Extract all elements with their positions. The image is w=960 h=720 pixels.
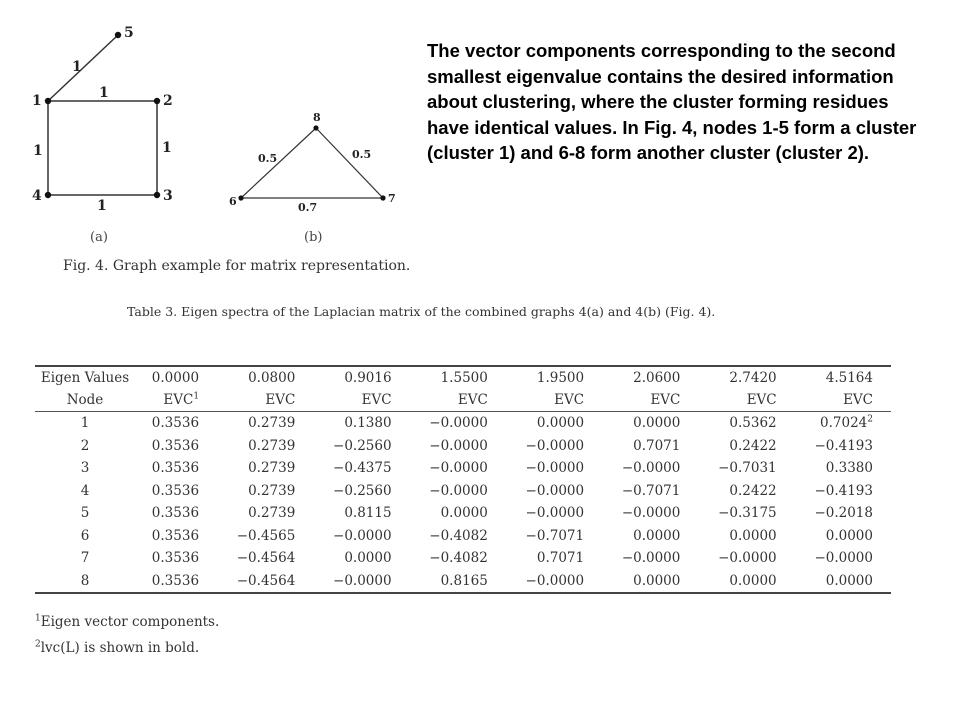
table-row bbox=[35, 547, 891, 570]
node-2 bbox=[154, 98, 160, 104]
evc-cell: −0.0000 bbox=[429, 460, 488, 477]
evc-cell: 0.3536 bbox=[151, 527, 200, 544]
weight-1-5: 1 bbox=[72, 59, 82, 75]
evc-header-6: EVC bbox=[650, 392, 681, 408]
evc-cell: −0.0000 bbox=[525, 437, 585, 454]
evc-cell: −0.0000 bbox=[621, 550, 681, 567]
node-label-2: 2 bbox=[163, 93, 173, 109]
weight-1-4: 1 bbox=[33, 143, 43, 159]
evc-cell: 0.0000 bbox=[344, 550, 392, 567]
evc-cell: −0.4082 bbox=[429, 550, 488, 567]
weight-4-3: 1 bbox=[97, 198, 107, 214]
evc-cell: −0.7071 bbox=[621, 482, 681, 499]
evc-cell: −0.0000 bbox=[429, 482, 488, 499]
evc-header-3: EVC bbox=[361, 392, 392, 408]
evc-header-5: EVC bbox=[554, 392, 585, 408]
header-eigen-values: Eigen Values bbox=[40, 370, 130, 386]
evc-cell: −0.0000 bbox=[525, 482, 585, 499]
evc-cell: 0.2739 bbox=[248, 505, 296, 522]
evc-cell: 0.2422 bbox=[729, 437, 777, 454]
node-label-5: 5 bbox=[124, 25, 134, 41]
evc-cell: 0.0000 bbox=[825, 572, 873, 589]
evc-cell: 0.3536 bbox=[151, 550, 200, 567]
evc-cell: −0.0000 bbox=[621, 505, 681, 522]
evc-cell: 0.0000 bbox=[825, 527, 873, 544]
node-cell: 5 bbox=[80, 505, 90, 522]
node-label-8: 8 bbox=[313, 111, 321, 124]
evc-cell: −0.7031 bbox=[718, 460, 777, 477]
evc-header-8: EVC bbox=[843, 392, 873, 408]
evc-cell: 0.2739 bbox=[248, 415, 296, 432]
evc-cell: 0.0000 bbox=[536, 415, 585, 432]
node-label-1: 1 bbox=[32, 93, 42, 109]
node-cell: 6 bbox=[80, 527, 90, 544]
evc-cell: 0.0000 bbox=[440, 505, 488, 522]
graph-b-sublabel: (b) bbox=[304, 230, 323, 245]
weight-8-7: 0.5 bbox=[352, 148, 372, 161]
table-row bbox=[35, 435, 891, 458]
node-cell: 2 bbox=[80, 437, 90, 454]
evc-header-4: EVC bbox=[457, 392, 488, 408]
eigen-spectra-table bbox=[35, 365, 891, 594]
evc-cell: −0.3175 bbox=[718, 505, 777, 522]
evc-header-1: EVC$^1$ bbox=[163, 391, 200, 408]
eigenvalue-1: 0.0000 bbox=[151, 370, 200, 386]
evc-cell: −0.4082 bbox=[429, 527, 488, 544]
eigenvalue-4: 1.5500 bbox=[440, 370, 488, 386]
evc-cell: 0.3536 bbox=[151, 505, 200, 522]
weight-8-6: 0.5 bbox=[258, 152, 278, 165]
evc-cell: 0.0000 bbox=[633, 527, 681, 544]
figure-graphs bbox=[0, 0, 440, 250]
evc-cell: −0.4564 bbox=[236, 572, 296, 589]
evc-cell: 0.1380 bbox=[344, 415, 392, 432]
evc-cell: 0.0000 bbox=[633, 415, 681, 432]
evc-cell: 0.3536 bbox=[151, 437, 200, 454]
evc-cell: −0.4375 bbox=[333, 460, 392, 477]
evc-cell: 0.5362 bbox=[729, 415, 777, 432]
eigenvalue-7: 2.7420 bbox=[729, 370, 777, 386]
table-row bbox=[35, 480, 891, 503]
evc-cell: −0.0000 bbox=[525, 460, 585, 477]
evc-cell: −0.4193 bbox=[814, 437, 873, 454]
header-node: Node bbox=[66, 392, 104, 408]
evc-cell: −0.0000 bbox=[429, 437, 488, 454]
node-6 bbox=[238, 195, 243, 200]
evc-cell: 0.3536 bbox=[151, 415, 200, 432]
eigenvalue-6: 2.0600 bbox=[633, 370, 681, 386]
eigenvalue-3: 0.9016 bbox=[344, 370, 392, 386]
footnote-1: $^1$Eigen vector components. bbox=[35, 613, 220, 630]
table-row bbox=[35, 412, 891, 435]
evc-cell: 0.8165 bbox=[440, 572, 488, 589]
evc-cell: 0.0000 bbox=[729, 572, 777, 589]
table-caption: Table 3. Eigen spectra of the Laplacian matrix of the combined graphs 4(a) and 4(b) (Fig. 4). bbox=[127, 304, 716, 319]
evc-cell: 0.3536 bbox=[151, 482, 200, 499]
node-label-7: 7 bbox=[388, 192, 396, 205]
weight-6-7: 0.7 bbox=[298, 201, 318, 214]
table-row bbox=[35, 457, 891, 480]
body-paragraph: The vector components corresponding to the second smallest eigenvalue contains the desired information about clustering, where the cluster forming residues have identical values. In Fig. 4, nodes 1-5 form a cluster (cluster 1) and 6-8 form another cluster (cluster 2). bbox=[427, 40, 917, 163]
node-8 bbox=[313, 125, 318, 130]
evc-cell: 0.2739 bbox=[248, 460, 296, 477]
evc-cell: 0.7024$^2$ bbox=[820, 414, 873, 432]
evc-cell: −0.0000 bbox=[621, 460, 681, 477]
evc-cell: −0.0000 bbox=[525, 505, 585, 522]
edge-8-6 bbox=[241, 128, 316, 198]
evc-cell: −0.4193 bbox=[814, 482, 873, 499]
node-4 bbox=[45, 192, 51, 198]
node-1 bbox=[45, 98, 51, 104]
evc-cell: 0.0000 bbox=[633, 572, 681, 589]
evc-cell: 0.2739 bbox=[248, 482, 296, 499]
evc-header-7: EVC bbox=[746, 392, 777, 408]
figure-caption: Fig. 4. Graph example for matrix representation. bbox=[63, 258, 411, 274]
evc-cell: 0.3536 bbox=[151, 572, 200, 589]
evc-cell: −0.0000 bbox=[814, 550, 873, 567]
node-label-3: 3 bbox=[163, 188, 173, 204]
evc-cell: −0.4564 bbox=[236, 550, 296, 567]
node-3 bbox=[154, 192, 160, 198]
evc-cell: 0.8115 bbox=[344, 505, 392, 522]
edge-8-7 bbox=[316, 128, 383, 198]
evc-cell: −0.7071 bbox=[525, 527, 585, 544]
evc-cell: 0.3380 bbox=[825, 460, 873, 477]
evc-cell: 0.2739 bbox=[248, 437, 296, 454]
evc-cell: −0.0000 bbox=[525, 572, 585, 589]
evc-header-2: EVC bbox=[265, 392, 296, 408]
eigenvalue-2: 0.0800 bbox=[248, 370, 296, 386]
node-cell: 8 bbox=[80, 572, 90, 589]
evc-cell: −0.4565 bbox=[236, 527, 296, 544]
evc-cell: −0.0000 bbox=[429, 415, 488, 432]
evc-cell: −0.2560 bbox=[333, 437, 392, 454]
table-row bbox=[35, 525, 891, 548]
evc-cell: 0.7071 bbox=[536, 550, 585, 567]
node-7 bbox=[380, 195, 385, 200]
evc-cell: 0.2422 bbox=[729, 482, 777, 499]
footnote-2: $^2$lvc(L) is shown in bold. bbox=[35, 639, 200, 656]
evc-cell: 0.3536 bbox=[151, 460, 200, 477]
weight-2-3: 1 bbox=[162, 140, 172, 156]
evc-cell: −0.2018 bbox=[814, 505, 873, 522]
graph-a-sublabel: (a) bbox=[90, 230, 108, 245]
node-cell: 3 bbox=[80, 460, 90, 477]
node-cell: 7 bbox=[80, 550, 90, 567]
node-cell: 1 bbox=[80, 415, 90, 432]
evc-cell: −0.0000 bbox=[333, 527, 392, 544]
evc-cell: 0.7071 bbox=[633, 437, 681, 454]
table-header-row-eigenvalues bbox=[35, 366, 891, 389]
weight-1-2: 1 bbox=[99, 85, 109, 101]
node-label-6: 6 bbox=[229, 195, 237, 208]
eigenvalue-8: 4.5164 bbox=[825, 370, 873, 386]
evc-cell: −0.0000 bbox=[718, 550, 777, 567]
eigenvalue-5: 1.9500 bbox=[536, 370, 585, 386]
evc-cell: −0.0000 bbox=[333, 572, 392, 589]
node-label-4: 4 bbox=[32, 188, 42, 204]
table-header-row-evc bbox=[35, 389, 891, 412]
table-row bbox=[35, 570, 891, 594]
node-5 bbox=[115, 32, 121, 38]
evc-cell: −0.2560 bbox=[333, 482, 392, 499]
table-row bbox=[35, 502, 891, 525]
evc-cell: 0.0000 bbox=[729, 527, 777, 544]
node-cell: 4 bbox=[80, 482, 90, 499]
